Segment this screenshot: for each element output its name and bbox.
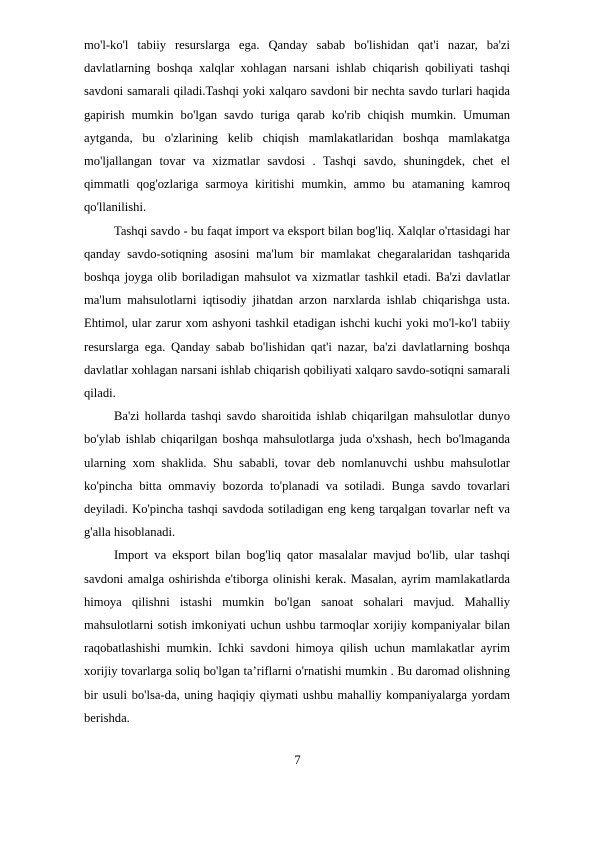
paragraph-import-export-issues: Import va eksport bilan bog'liq qator masalalar mavjud bo'lib, ular tashqi savdoni amalga oshirishda e'tiborga olinishi kerak. Masalan, ayrim mamlakatlarda himoya qilishni istashi mumkin bo'lgan sanoat sohalari mavjud. Mahalliy mahsulotlarni sotish imkoniyati uchun ushbu tarmoqlar xorijiy kompaniyalar bilan raqobatlashishi mumkin. Ichki savdoni himoya qilish uchun mamlakatlar ayrim xorijiy tovarlarga soliq bo'lgan ta’riflarni o'rnatishi mumkin . Bu daromad olishning bir usuli bo'lsa-da, uning haqiqiy qiymati ushbu mahalliy kompaniyalarga yordam berishda. bbox=[84, 548, 510, 725]
paragraph-foreign-trade-definition: Tashqi savdo - bu faqat import va eksport bilan bog'liq. Xalqlar o'rtasidagi har qanday savdo-sotiqning asosini ma'lum bir mamlakat chegaralaridan tashqarida boshqa joyga olib boriladigan mahsulot va xizmatlar tashkil etadi. Ba'zi davlatlar ma'lum mahsulotlarni iqtisodiy jihatdan arzon narxlarda ishlab chiqarishga usta. Ehtimol, ular zarur xom ashyoni tashkil etadigan ishchi kuchi yoki mo'l-ko'l tabiiy resurslarga ega. Qanday sabab bo'lishidan qat'i nazar, ba'zi davlatlarning boshqa davlatlar xohlagan narsani ishlab chiqarish qobiliyati xalqaro savdo-sotiqni samarali qiladi. bbox=[84, 223, 510, 401]
page-number: 7 bbox=[294, 753, 301, 767]
paragraph-continuation: mo'l-ko'l tabiiy resurslarga ega. Qanday sabab bo'lishidan qat'i nazar, ba'zi davlatlarning boshqa xalqlar xohlagan narsani ishlab chiqarish qobiliyati tashqi savdoni samarali qiladi.Tashqi yoki xalqaro savdoni bir nechta savdo turlari haqida gapirish mumkin bo'lgan savdo turiga qarab ko'rib chiqish mumkin. Umuman aytganda, bu o'zlarining kelib chiqish mamlakatlaridan boshqa mamlakatga mo'ljallangan tovar va xizmatlar savdosi . Tashqi savdo, shuningdek, chet el qimmatli qog'ozlariga sarmoya kiritishi mumkin, ammo bu atamaning kamroq qo'llanilishi. bbox=[84, 38, 510, 215]
body-text bbox=[84, 34, 510, 730]
paragraph-commodities: Ba'zi hollarda tashqi savdo sharoitida ishlab chiqarilgan mahsulotlar dunyo bo'ylab ishlab chiqarilgan boshqa mahsulotlarga juda o'xshash, hech bo'lmaganda ularning xom shaklida. Shu sababli, tovar deb nomlanuvchi ushbu mahsulotlar ko'pincha bitta ommaviy bozorda to'planadi va sotiladi. Bunga savdo tovarlari deyiladi. Ko'pincha tashqi savdoda sotiladigan eng keng tarqalgan tovarlar neft va g'alla hisoblanadi. bbox=[84, 409, 510, 540]
